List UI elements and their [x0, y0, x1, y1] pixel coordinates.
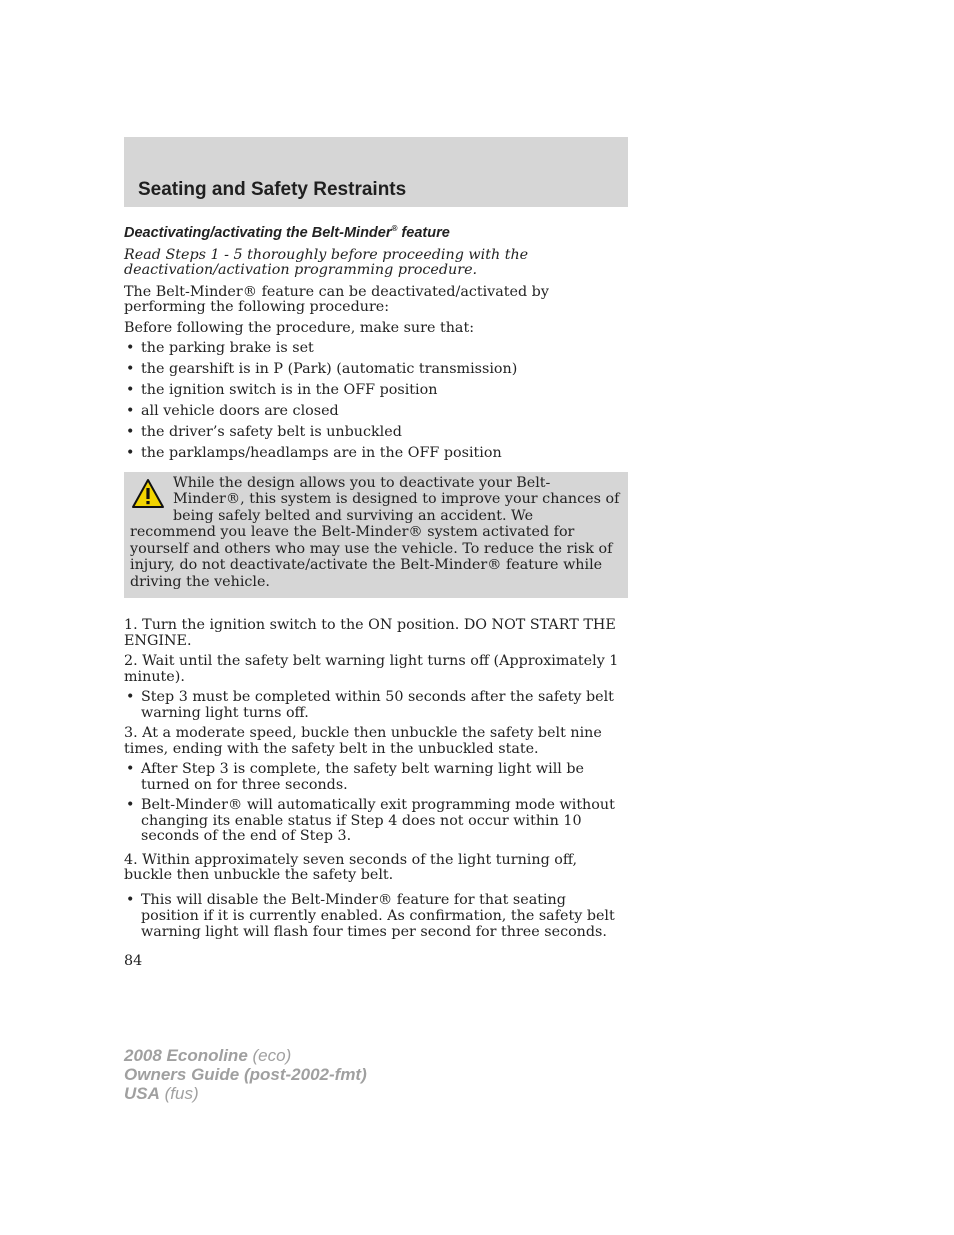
footer-line-1: 2008 Econoline (eco) [124, 1046, 292, 1065]
footer-line-3: USA (fus) [124, 1084, 199, 1103]
list-item: • the parking brake is set [124, 341, 628, 357]
list-item: • the gearshift is in P (Park) (automatic transmission) [124, 362, 628, 378]
section-header-band [124, 137, 628, 207]
step-4: 4. Within approximately seven seconds of the light turning off, buckle then unbuckle the safety belt. [124, 851, 578, 884]
step-3: 3. At a moderate speed, buckle then unbuckle the safety belt nine times, ending with the safety belt in the unbuckled state. [124, 725, 602, 757]
list-item: • the ignition switch is in the OFF position [124, 383, 628, 399]
document-footer [124, 1046, 367, 1103]
page-number: 84 [124, 952, 143, 969]
footer-line-2: Owners Guide (post-2002-fmt) [124, 1065, 367, 1084]
conditions-list [124, 341, 628, 462]
warning-text: While the design allows you to deactivate your Belt-Minder®, this system is designed to improve your chances of being safely belted and surviving an accident. We recommend you leave the Belt-Minder® system activated for yourself and others who may use the vehicle. To reduce the risk of injury, do not deactivate/activate the Belt-Minder® feature while driving the vehicle. [130, 474, 620, 590]
step-2-notes [124, 690, 628, 721]
page-content [124, 220, 628, 969]
step-2: 2. Wait until the safety belt warning light turns off (Approximately 1 minute). [124, 653, 619, 685]
paragraph-before: Before following the procedure, make sure that: [124, 319, 475, 336]
subsection-heading: Deactivating/activating the Belt-Minder® feature [124, 224, 450, 241]
list-item: • After Step 3 is complete, the safety belt warning light will be turned on for three seconds. [124, 762, 628, 793]
warning-box [124, 472, 628, 599]
list-item: • This will disable the Belt-Minder® feature for that seating position if it is currently enabled. As confirmation, the safety belt warning light will flash four times per second for three seconds. [124, 892, 628, 941]
paragraph-feature: The Belt-Minder® feature can be deactivated/activated by performing the following procedure: [124, 283, 549, 316]
warning-triangle-icon [130, 477, 166, 511]
list-item: • all vehicle doors are closed [124, 404, 628, 420]
list-item: • Step 3 must be completed within 50 seconds after the safety belt warning light turns off. [124, 690, 628, 721]
step-4-notes [124, 892, 628, 941]
section-title: Seating and Safety Restraints [138, 179, 407, 200]
list-item: • the parklamps/headlamps are in the OFF position [124, 446, 628, 462]
list-item: • Belt-Minder® will automatically exit programming mode without changing its enable status if Step 4 does not occur within 10 seconds of the end of Step 3. [124, 798, 628, 845]
step-3-notes [124, 762, 628, 845]
step-1: 1. Turn the ignition switch to the ON position. DO NOT START THE ENGINE. [124, 617, 616, 649]
list-item: • the driver’s safety belt is unbuckled [124, 425, 628, 441]
intro-note: Read Steps 1 - 5 thoroughly before proceeding with the deactivation/activation programming procedure. [124, 246, 529, 279]
